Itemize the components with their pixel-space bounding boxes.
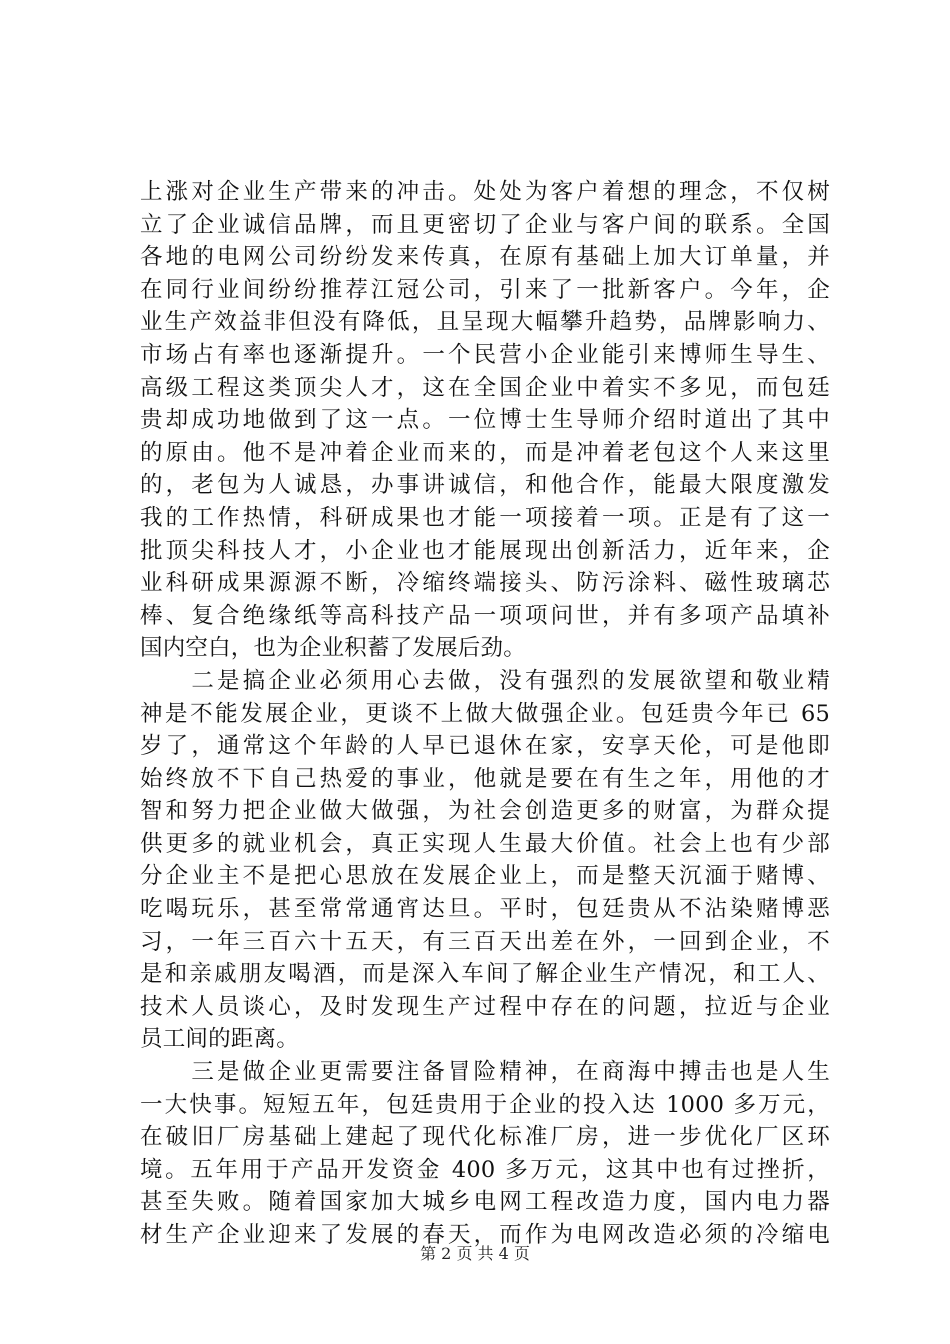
text-line: 的原由。他不是冲着企业而来的，而是冲着老包这个人来这里 [140,439,830,466]
text-line: 二是搞企业必须用心去做，没有强烈的发展欲望和敬业精 [140,667,830,694]
text-line: 是和亲戚朋友喝酒，而是深入车间了解企业生产情况，和工人、 [140,961,830,988]
text-line: 三是做企业更需要注备冒险精神，在商海中搏击也是人生 [140,1059,830,1086]
text-line: 岁了，通常这个年龄的人早已退休在家，安享天伦，可是他即 [140,733,830,760]
text-line: 习，一年三百六十五天，有三百天出差在外，一回到企业，不 [140,928,830,955]
text-line: 分企业主不是把心思放在发展企业上，而是整天沉湎于赌博、 [140,863,830,890]
text-line: 我的工作热情，科研成果也才能一项接着一项。正是有了这一 [140,504,830,531]
text-line: 业科研成果源源不断，冷缩终端接头、防污涂料、磁性玻璃芯 [140,570,830,597]
text-line: 境。五年用于产品开发资金 400 多万元，这其中也有过挫折， [140,1156,830,1183]
text-line: 技术人员谈心，及时发现生产过程中存在的问题，拉近与企业 [140,993,830,1020]
text-line: 供更多的就业机会，真正实现人生最大价值。社会上也有少部 [140,830,830,857]
text-line: 神是不能发展企业，更谈不上做大做强企业。包廷贵今年已 65 [140,700,830,727]
text-line: 始终放不下自己热爱的事业，他就是要在有生之年，用他的才 [140,765,830,792]
document-body [140,176,830,1252]
text-line: 在同行业间纷纷推荐江冠公司，引来了一批新客户。今年，企 [140,276,830,303]
text-line: 国内空白，也为企业积蓄了发展后劲。 [140,635,526,662]
text-line: 高级工程这类顶尖人才，这在全国企业中着实不多见，而包廷 [140,374,830,401]
text-line: 贵却成功地做到了这一点。一位博士生导师介绍时道出了其中 [140,407,830,434]
text-line: 上涨对企业生产带来的冲击。处处为客户着想的理念，不仅树 [140,179,830,205]
text-line: 一大快事。短短五年，包廷贵用于企业的投入达 1000 多万元， [140,1091,830,1118]
text-line: 市场占有率也逐渐提升。一个民营小企业能引来博师生导生、 [140,341,830,368]
text-line: 吃喝玩乐，甚至常常通宵达旦。平时，包廷贵从不沾染赌博恶 [140,896,830,923]
text-line: 在破旧厂房基础上建起了现代化标准厂房，进一步优化厂区环 [140,1124,830,1151]
text-line: 各地的电网公司纷纷发来传真，在原有基础上加大订单量，并 [140,244,830,271]
text-line: 甚至失败。随着国家加大城乡电网工程改造力度，国内电力器 [140,1189,830,1216]
text-line: 的，老包为人诚恳，办事讲诚信，和他合作，能最大限度激发 [140,472,830,499]
text-line: 智和努力把企业做大做强，为社会创造更多的财富，为群众提 [140,798,830,825]
text-line: 员工间的距离。 [140,1026,299,1053]
page-footer: 第 2 页 共 4 页 [420,1244,530,1263]
text-line: 材生产企业迎来了发展的春天，而作为电网改造必须的冷缩电 [140,1222,830,1248]
text-line: 批顶尖科技人才，小企业也才能展现出创新活力，近年来，企 [140,537,830,564]
text-line: 棒、复合绝缘纸等高科技产品一项项问世，并有多项产品填补 [140,602,830,629]
text-line: 立了企业诚信品牌，而且更密切了企业与客户间的联系。全国 [140,211,830,238]
text-line: 业生产效益非但没有降低，且呈现大幅攀升趋势，品牌影响力、 [140,309,830,336]
